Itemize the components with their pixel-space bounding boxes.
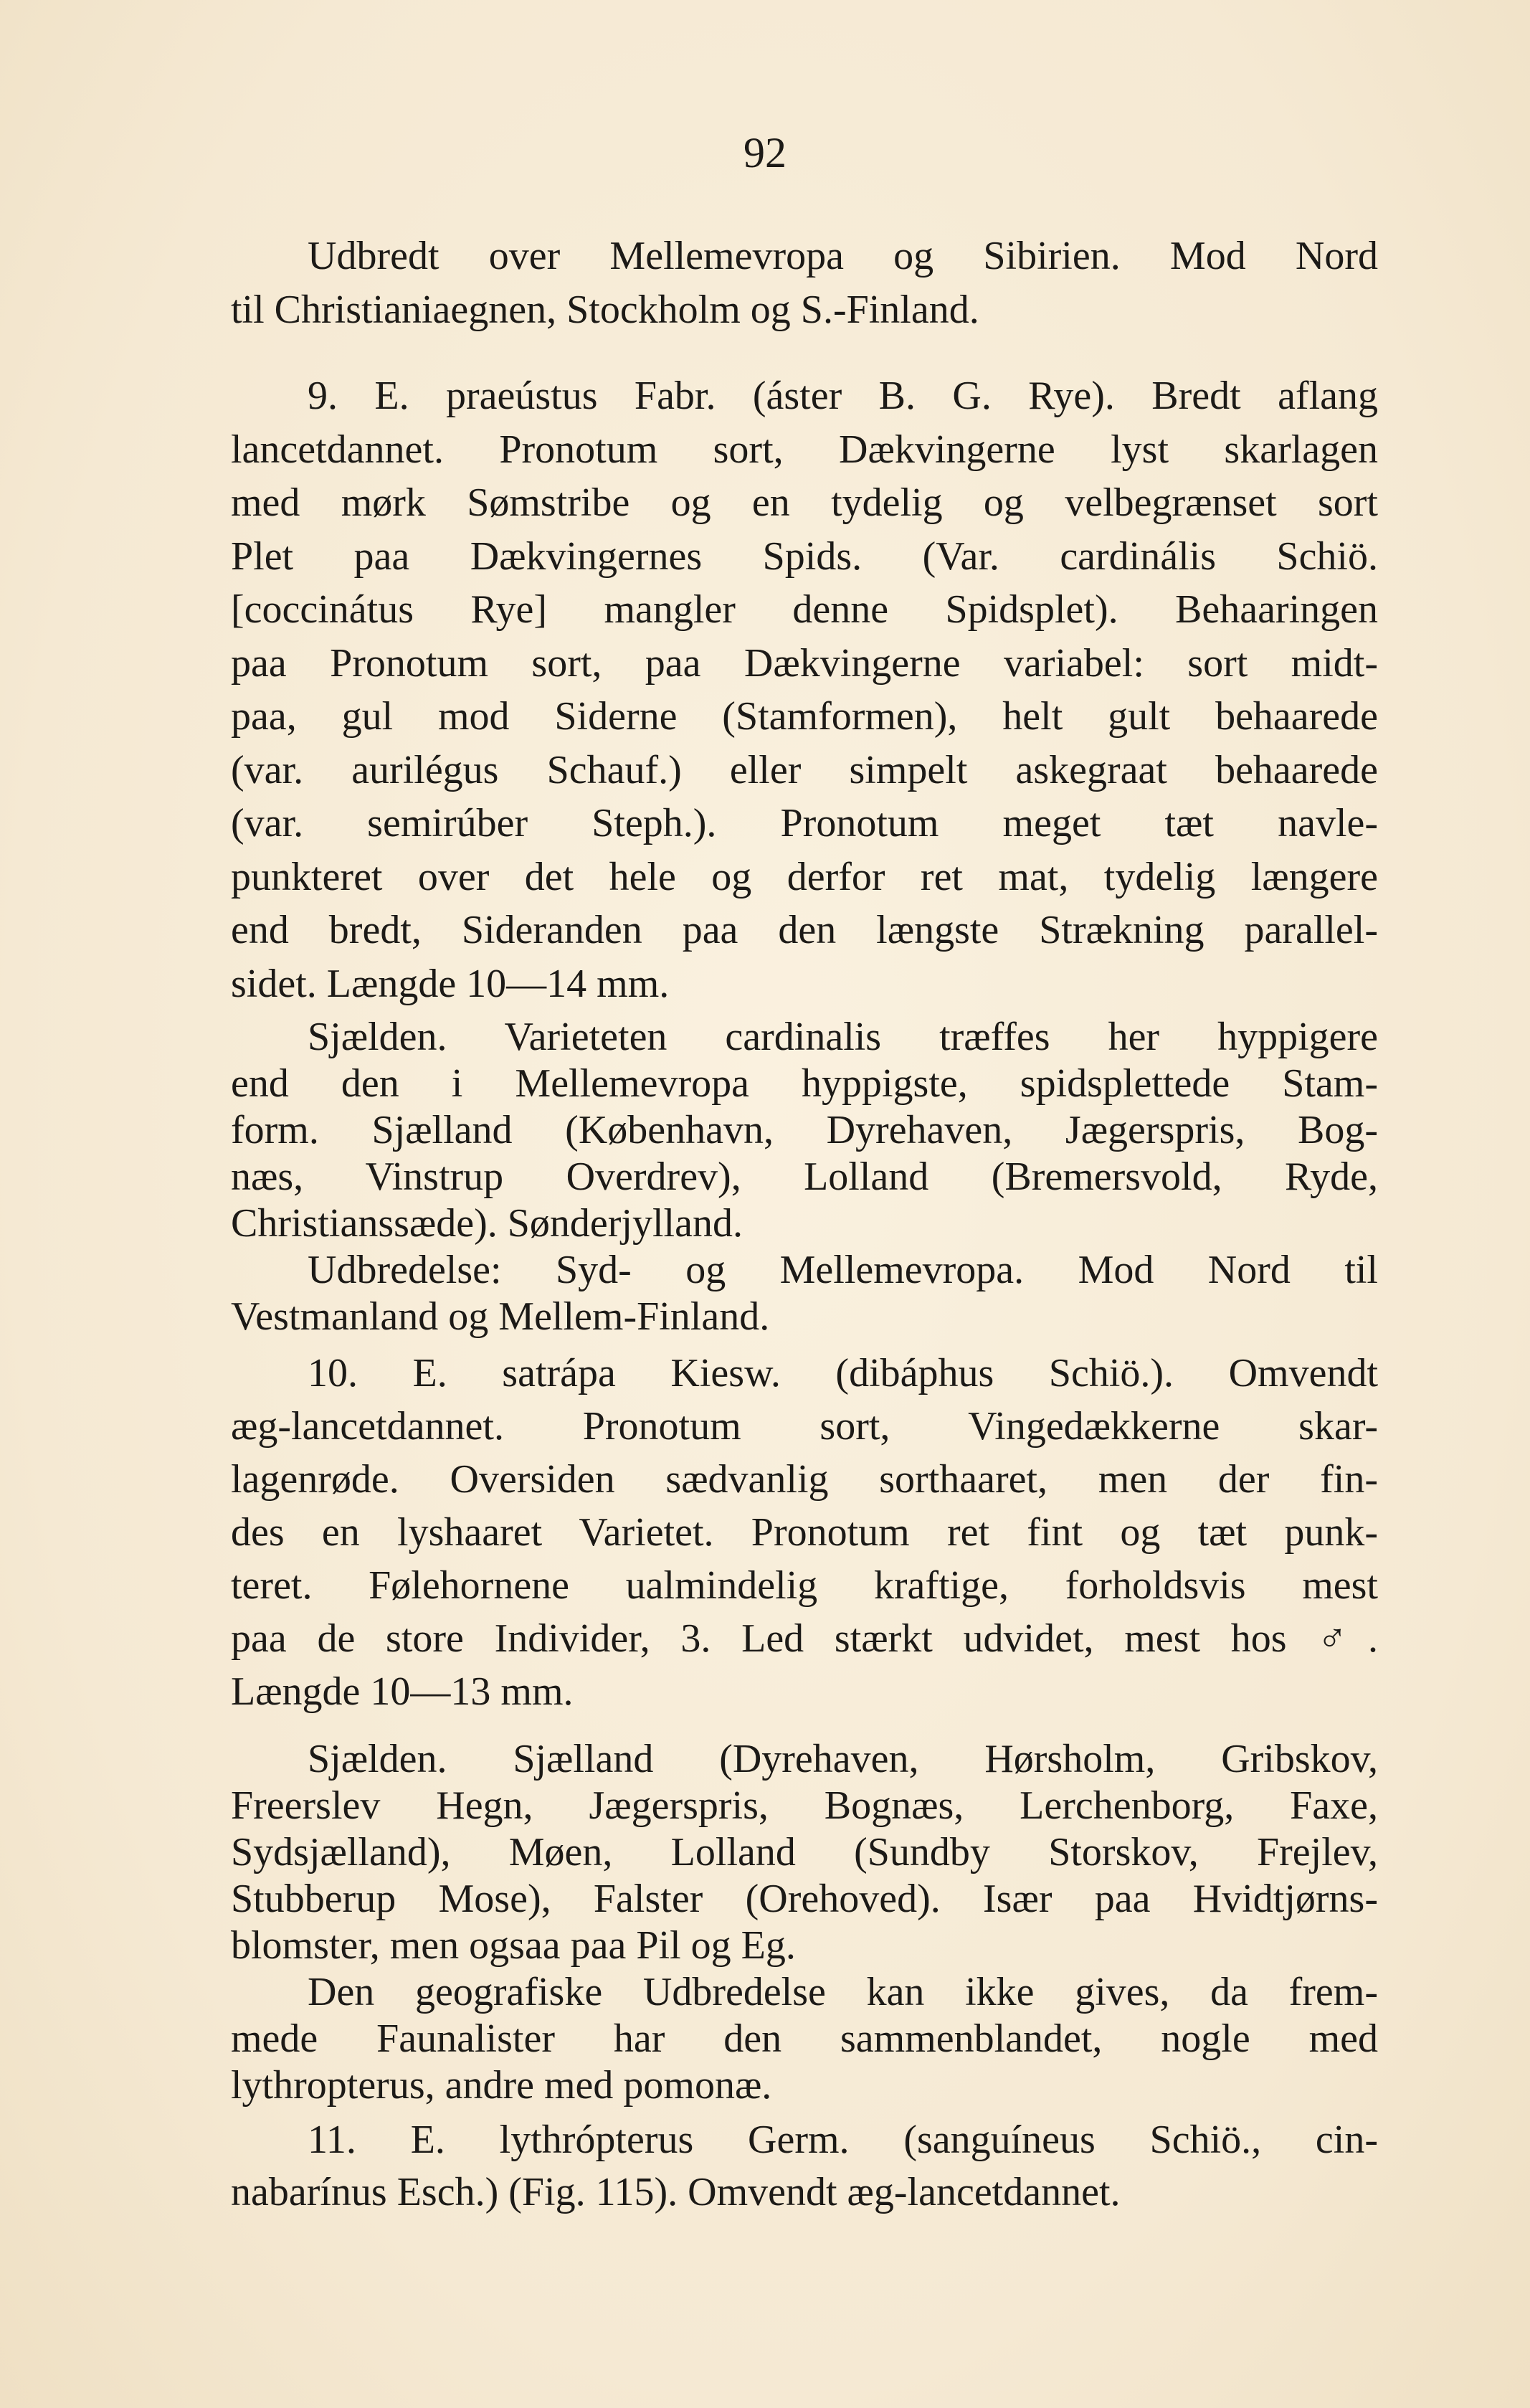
paragraph-species-9-distribution: [231, 1014, 1378, 1340]
text-line: end bredt, Sideranden paa den længste Strækning parallel-: [231, 908, 1378, 952]
text-line: sidet. Længde 10—14 mm.: [231, 961, 670, 1006]
text-line: med mørk Sømstribe og en tydelig og velbegrænset sort: [231, 480, 1378, 525]
text-line: nabarínus Esch.) (Fig. 115). Omvendt æg-lancetdannet.: [231, 2170, 1121, 2214]
text-line: des en lyshaaret Varietet. Pronotum ret fint og tæt punk-: [231, 1510, 1378, 1555]
text-line: 9. E. praeústus Fabr. (áster B. G. Rye). Bredt aflang: [308, 374, 1378, 418]
text-line: Sjælden. Sjælland (Dyrehaven, Hørsholm, Gribskov,: [308, 1737, 1378, 1781]
text-line: 11. E. lythrópterus Germ. (sanguíneus Schiö., cin-: [308, 2118, 1378, 2162]
text-line: Udbredt over Mellemevropa og Sibirien. Mod Nord: [308, 234, 1378, 278]
text-line: mede Faunalister har den sammenblandet, nogle med: [231, 2016, 1378, 2061]
text-line: punkteret over det hele og derfor ret mat, tydelig længere: [231, 854, 1378, 899]
page-number: 92: [743, 129, 787, 176]
text-line: næs, Vinstrup Overdrev), Lolland (Bremersvold, Ryde,: [231, 1155, 1378, 1199]
text-line: paa, gul mod Siderne (Stamformen), helt gult behaarede: [231, 694, 1378, 739]
text-line: form. Sjælland (København, Dyrehaven, Jægerspris, Bog-: [231, 1108, 1378, 1152]
text-line: Sjælden. Varieteten cardinalis træffes her hyppigere: [308, 1015, 1378, 1059]
text-line: blomster, men ogsaa paa Pil og Eg.: [231, 1923, 796, 1968]
text-line: Længde 10—13 mm.: [231, 1669, 574, 1714]
text-line: Vestmanland og Mellem-Finland.: [231, 1294, 770, 1339]
text-line: Den geografiske Udbredelse kan ikke gives, da frem-: [308, 1970, 1378, 2014]
text-line: end den i Mellemevropa hyppigste, spidsplettede Stam-: [231, 1061, 1378, 1106]
text-line: Plet paa Dækvingernes Spids. (Var. cardinális Schiö.: [231, 534, 1378, 579]
text-line: (var. aurilégus Schauf.) eller simpelt askegraat behaarede: [231, 747, 1378, 792]
paragraph-species-9: [231, 369, 1378, 1010]
text-line: paa Pronotum sort, paa Dækvingerne variabel: sort midt-: [231, 640, 1378, 686]
text-line: [coccinátus Rye] mangler denne Spidsplet). Behaaringen: [231, 587, 1378, 632]
text-line: Stubberup Mose), Falster (Orehoved). Især paa Hvidtjørns-: [231, 1877, 1378, 1921]
text-line: lythropterus, andre med pomonæ.: [231, 2063, 772, 2108]
text-line: paa de store Individer, 3. Led stærkt udvidet, mest hos ♂.: [231, 1616, 1378, 1661]
paragraph-intro: [231, 229, 1378, 337]
text-line: Udbredelse: Syd- og Mellemevropa. Mod Nord til: [308, 1248, 1378, 1292]
text-line: lagenrøde. Oversiden sædvanlig sorthaaret, men der fin-: [231, 1457, 1378, 1502]
text-line: til Christianiaegnen, Stockholm og S.-Finland.: [231, 288, 979, 332]
text-line: Christianssæde). Sønderjylland.: [231, 1201, 743, 1246]
text-line: lancetdannet. Pronotum sort, Dækvingerne lyst skarlagen: [231, 427, 1378, 472]
text-line: teret. Følehornene ualmindelig kraftige, forholdsvis mest: [231, 1563, 1378, 1608]
text-line: Freerslev Hegn, Jægerspris, Bognæs, Lerchenborg, Faxe,: [231, 1783, 1378, 1828]
paragraph-species-11: [231, 2114, 1378, 2219]
text-line: (var. semirúber Steph.). Pronotum meget tæt navle-: [231, 801, 1378, 845]
text-line: Sydsjælland), Møen, Lolland (Sundby Storskov, Frejlev,: [231, 1830, 1378, 1874]
paragraph-species-10-distribution: [231, 1736, 1378, 2109]
text-line: æg-lancetdannet. Pronotum sort, Vingedækkerne skar-: [231, 1404, 1378, 1449]
paragraph-species-10: [231, 1347, 1378, 1718]
text-line: 10. E. satrápa Kiesw. (dibáphus Schiö.). Omvendt: [308, 1351, 1378, 1395]
